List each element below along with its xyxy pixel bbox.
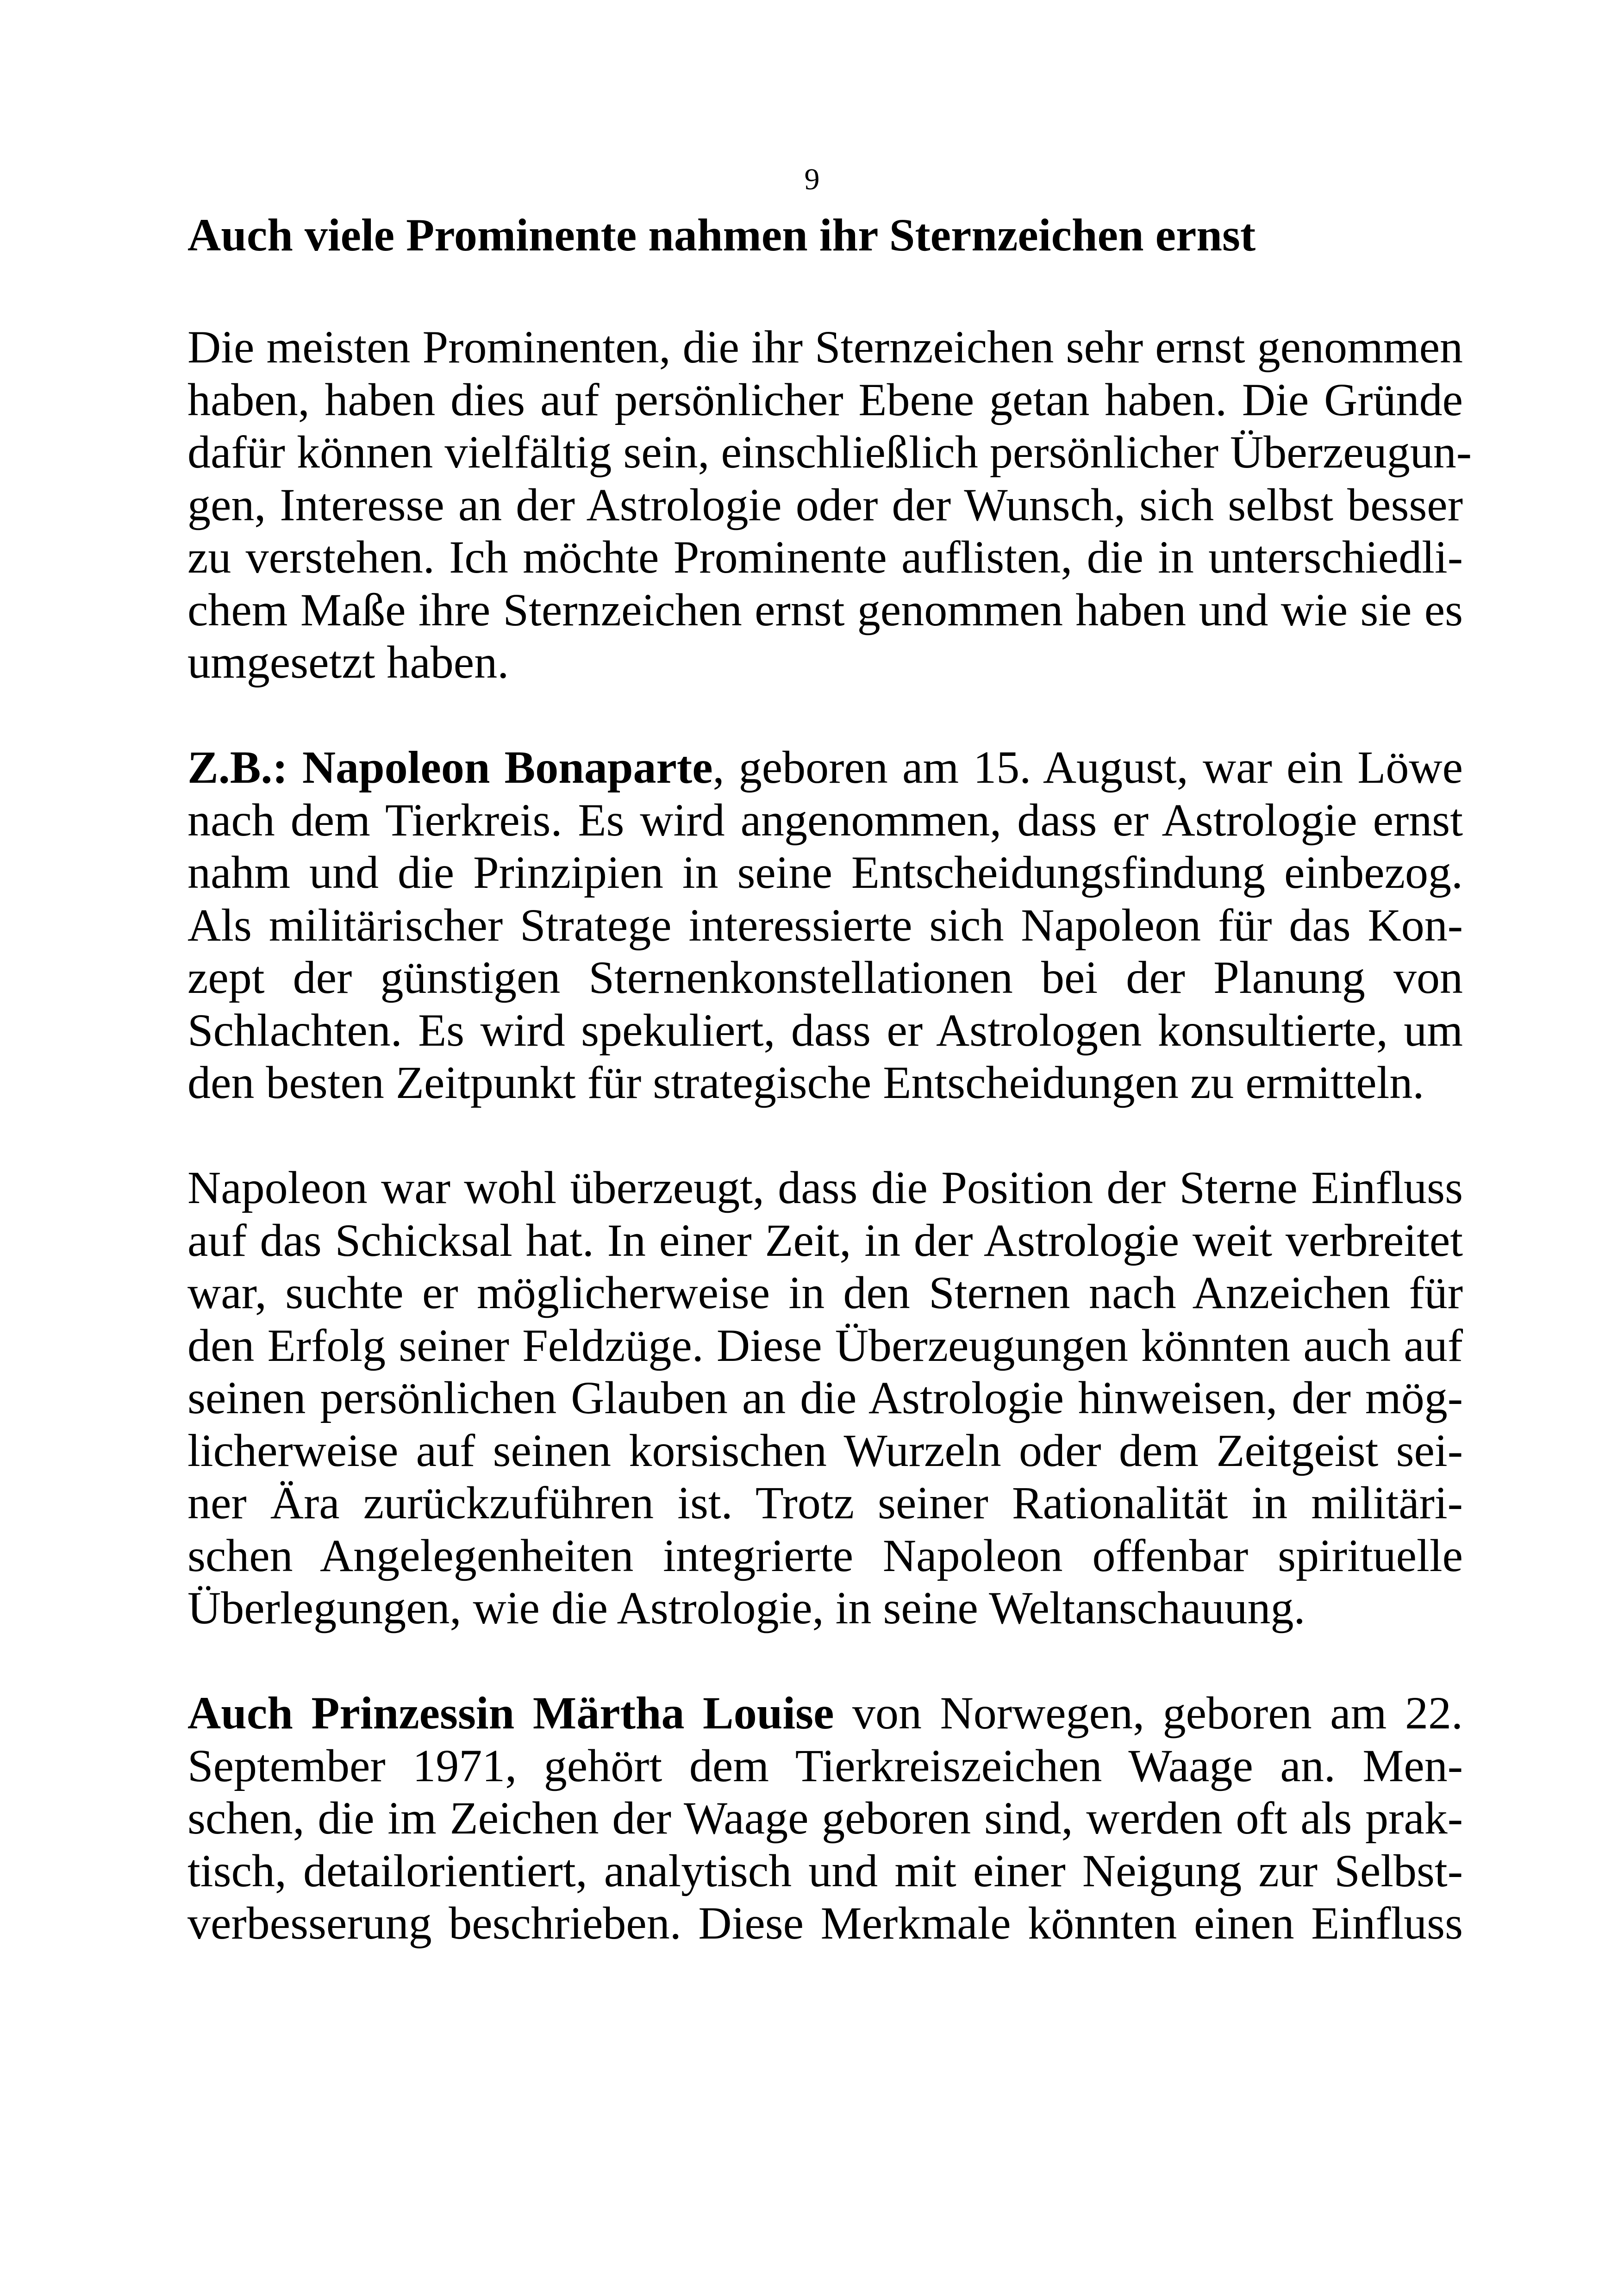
page-number: 9 — [804, 162, 820, 196]
text-line: zept der günstigen Sternenkonstellationen bei der Planung von — [187, 952, 1463, 1003]
paragraph-gap — [187, 689, 1463, 742]
text-line: gen, Interesse an der Astrologie oder der Wunsch, sich selbst besser — [187, 479, 1463, 530]
paragraph-napoleon — [187, 741, 1463, 1109]
text-line: den Erfolg seiner Feldzüge. Diese Überzeugungen könnten auch auf — [187, 1319, 1463, 1371]
paragraph-gap — [187, 1109, 1463, 1162]
text-line — [187, 1687, 1463, 1740]
text-line: tisch, detailorientiert, analytisch und mit einer Neigung zur Selbst- — [187, 1845, 1463, 1896]
text-line: Napoleon war wohl überzeugt, dass die Position der Sterne Einfluss — [187, 1162, 1463, 1213]
text-line: zu verstehen. Ich möchte Prominente auflisten, die in unterschiedli- — [187, 531, 1463, 583]
bold-name-napoleon: Z.B.: Napoleon Bonaparte — [187, 742, 713, 793]
text-run: von Norwegen, geboren am 22. — [834, 1687, 1463, 1739]
text-line: Überlegungen, wie die Astrologie, in seine Weltanschauung. — [187, 1582, 1305, 1634]
text-line: Als militärischer Stratege interessierte sich Napoleon für das Kon- — [187, 899, 1463, 951]
page-title: Auch viele Prominente nahmen ihr Sternzeichen ernst — [187, 209, 1256, 261]
text-line: schen, die im Zeichen der Waage geboren sind, werden oft als prak- — [187, 1792, 1463, 1844]
text-line: nach dem Tierkreis. Es wird angenommen, dass er Astrologie ernst — [187, 794, 1463, 846]
bold-name-maertha-louise: Auch Prinzessin Märtha Louise — [187, 1687, 834, 1739]
text-line: dafür können vielfältig sein, einschließlich persönlicher Überzeugun- — [187, 426, 1472, 478]
text-line: licherweise auf seinen korsischen Wurzeln oder dem Zeitgeist sei- — [187, 1424, 1463, 1476]
text-line — [187, 741, 1463, 794]
text-line: umgesetzt haben. — [187, 636, 509, 688]
text-line: September 1971, gehört dem Tierkreiszeichen Waage an. Men- — [187, 1740, 1463, 1791]
text-line: seinen persönlichen Glauben an die Astrologie hinweisen, der mög- — [187, 1372, 1463, 1423]
text-line: den besten Zeitpunkt für strategische Entscheidungen zu ermitteln. — [187, 1057, 1424, 1108]
text-line: Die meisten Prominenten, die ihr Sternzeichen sehr ernst genommen — [187, 321, 1463, 373]
paragraph-napoleon-beliefs — [187, 1161, 1463, 1634]
text-line: schen Angelegenheiten integrierte Napoleon offenbar spirituelle — [187, 1529, 1463, 1581]
paragraph-intro — [187, 321, 1472, 689]
text-line: Schlachten. Es wird spekuliert, dass er Astrologen konsultierte, um — [187, 1004, 1463, 1056]
text-line: verbesserung beschrieben. Diese Merkmale könnten einen Einfluss — [187, 1897, 1463, 1949]
text-line: ner Ära zurückzuführen ist. Trotz seiner Rationalität in militäri- — [187, 1477, 1463, 1528]
text-line: war, suchte er möglicherweise in den Sternen nach Anzeichen für — [187, 1267, 1463, 1318]
paragraph-gap — [187, 1634, 1463, 1687]
text-line: haben, haben dies auf persönlicher Ebene getan haben. Die Gründe — [187, 374, 1463, 425]
body-text — [187, 321, 1472, 1950]
text-line: chem Maße ihre Sternzeichen ernst genommen haben und wie sie es — [187, 584, 1463, 636]
text-line: nahm und die Prinzipien in seine Entscheidungsfindung einbezog. — [187, 847, 1463, 898]
paragraph-maertha-louise — [187, 1687, 1463, 1950]
text-run: , geboren am 15. August, war ein Löwe — [712, 742, 1463, 793]
text-line: auf das Schicksal hat. In einer Zeit, in der Astrologie weit verbreitet — [187, 1214, 1463, 1266]
